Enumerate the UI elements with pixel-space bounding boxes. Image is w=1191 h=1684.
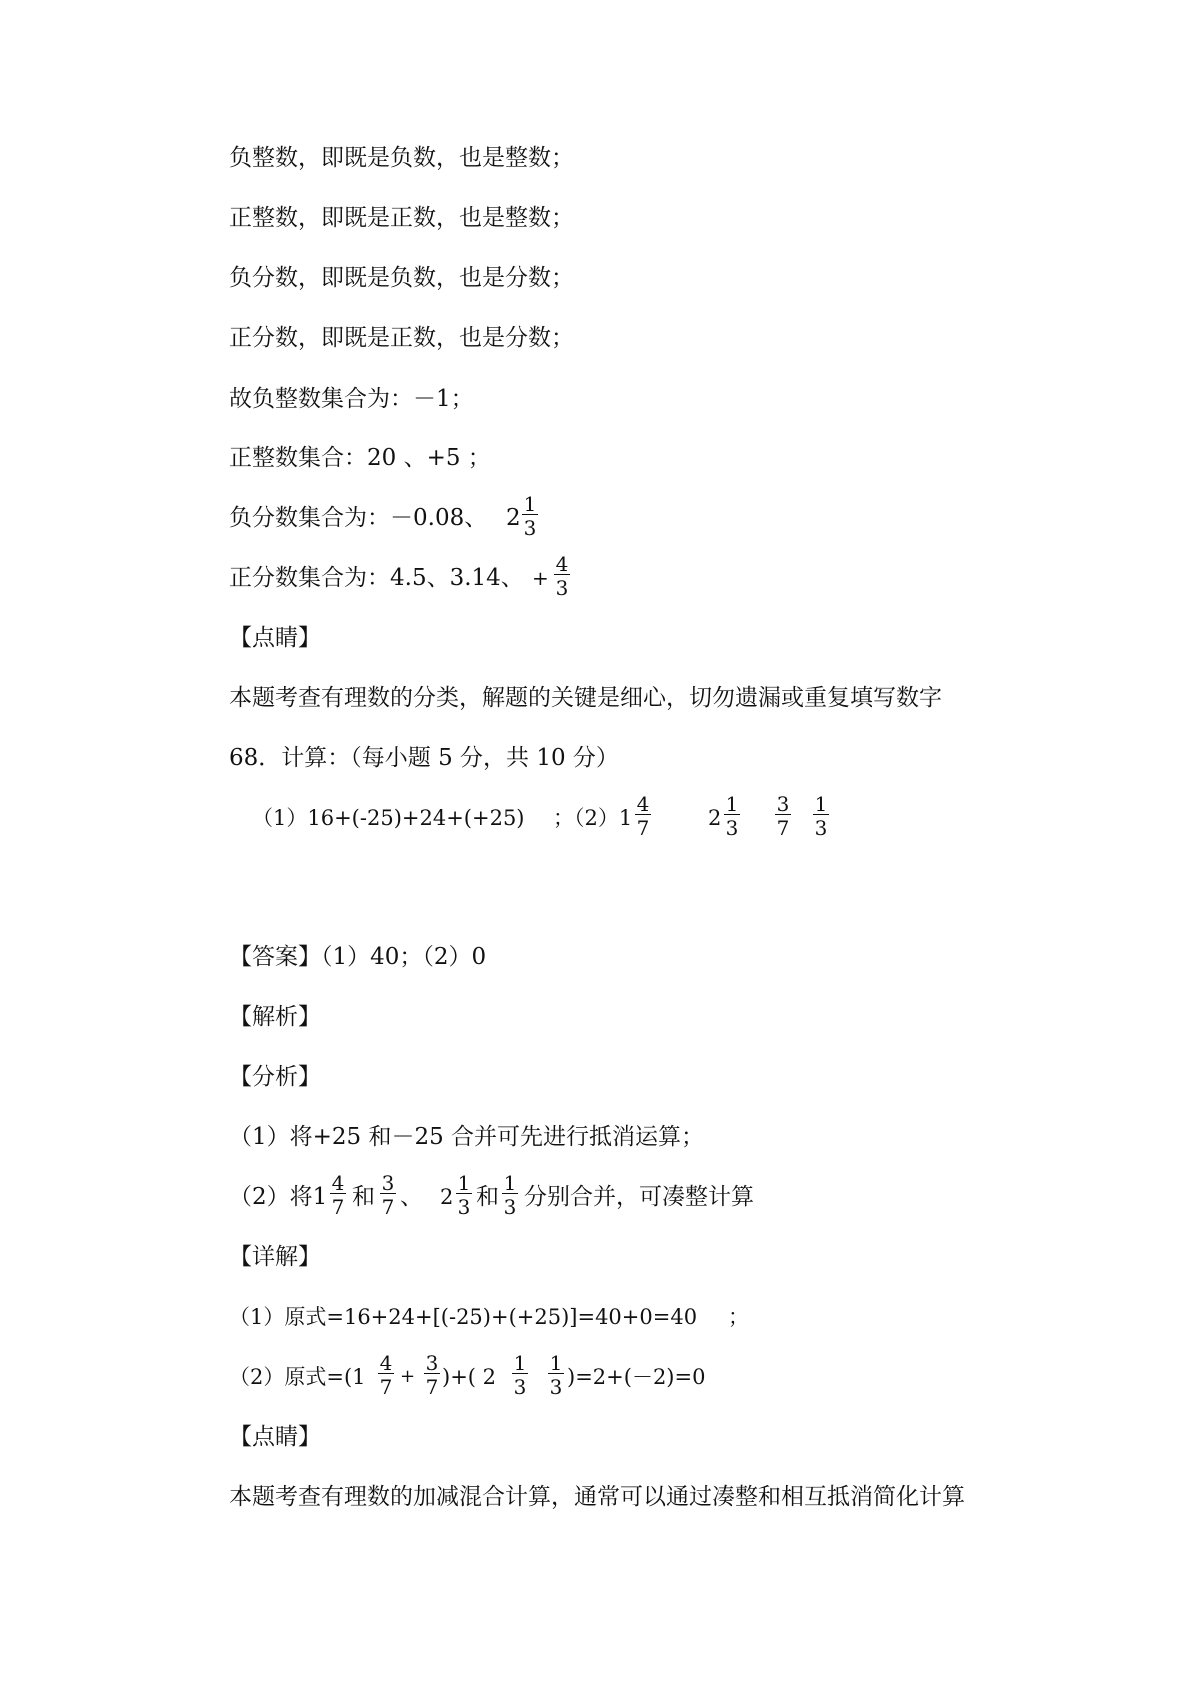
text-line-1: 负整数，即既是负数，也是整数； — [229, 145, 574, 171]
fraction-3-7 — [380, 1173, 396, 1217]
fraction-numerator: 3 — [425, 1351, 439, 1375]
fraction-numerator: 1 — [725, 792, 739, 816]
fraction-denominator: 7 — [331, 1195, 345, 1219]
fraction-numerator: 1 — [513, 1351, 527, 1375]
question-68-part1: （1）16+(-25)+24+(+25) — [252, 806, 525, 830]
fraction-numerator: 1 — [503, 1171, 517, 1195]
mixed-whole: 2 — [708, 806, 722, 830]
fraction-numerator: 3 — [776, 792, 790, 816]
xiangjie-2-end: )=2+(－2)=0 — [567, 1365, 706, 1389]
fraction-denominator: 3 — [513, 1375, 527, 1399]
fraction-numerator: 1 — [549, 1351, 563, 1375]
text-line-6: 正整数集合：20 、+5 ； — [229, 445, 491, 471]
fraction-numerator: 4 — [379, 1351, 393, 1375]
xiangjie-2-start: （2）原式=(1 — [229, 1365, 366, 1389]
fraction-denominator: 3 — [549, 1375, 563, 1399]
fraction-1-3 — [502, 1173, 518, 1217]
section-fenxi: 【分析】 — [229, 1064, 321, 1090]
fraction-1-4-7 — [330, 1173, 346, 1217]
fraction-1-3 — [813, 794, 829, 838]
xiangjie-1: （1）原式=16+24+[(-25)+(+25)]=40+0=40 — [229, 1305, 698, 1329]
fenxi-2-end: 分别合并，可凑整计算 — [524, 1184, 754, 1210]
fraction-2-1-3 — [512, 1353, 528, 1397]
fraction-3-7 — [775, 794, 791, 838]
fraction-numerator: 1 — [457, 1171, 471, 1195]
plus-sign: + — [532, 566, 549, 590]
fraction-numerator: 4 — [331, 1171, 345, 1195]
xiangjie-2-plus: + — [400, 1366, 416, 1387]
fraction-denominator: 3 — [523, 516, 537, 540]
fraction-3-7 — [424, 1353, 440, 1397]
fraction-1-4-7 — [635, 794, 651, 838]
summary-1: 本题考查有理数的分类，解题的关键是细心，切勿遗漏或重复填写数字 — [229, 685, 942, 711]
question-68-part2: ；（2）1 — [553, 806, 633, 830]
fraction-1-3 — [522, 494, 538, 538]
fraction-4-3 — [554, 554, 570, 598]
text-line-5: 故负整数集合为：－1； — [229, 386, 474, 412]
fraction-2-1-3 — [456, 1173, 472, 1217]
fraction-numerator: 3 — [381, 1171, 395, 1195]
fraction-numerator: 1 — [814, 792, 828, 816]
fraction-numerator: 1 — [523, 492, 537, 516]
answer: 【答案】（1）40；（2）0 — [229, 944, 487, 970]
text-line-4: 正分数，即既是正数，也是分数； — [229, 325, 574, 351]
fraction-denominator: 7 — [776, 816, 790, 840]
fraction-denominator: 3 — [555, 576, 569, 600]
fraction-numerator: 4 — [555, 552, 569, 576]
fenxi-2-and-1: 和 — [352, 1184, 375, 1210]
fenxi-2-start: （2）将1 — [229, 1184, 328, 1210]
section-xiangjie: 【详解】 — [229, 1244, 321, 1270]
fraction-1-4-7 — [378, 1353, 394, 1397]
fraction-denominator: 7 — [425, 1375, 439, 1399]
fraction-denominator: 7 — [379, 1375, 393, 1399]
text-line-3: 负分数，即既是负数，也是分数； — [229, 265, 574, 291]
xiangjie-1-end: ； — [728, 1305, 749, 1329]
text-line-8: 正分数集合为：4.5、3.14、 — [229, 565, 524, 591]
text-line-2: 正整数，即既是正数，也是整数； — [229, 205, 574, 231]
fenxi-2-and-2: 和 — [476, 1184, 499, 1210]
section-dianjing-2: 【点睛】 — [229, 1424, 321, 1450]
fraction-denominator: 7 — [381, 1195, 395, 1219]
fraction-denominator: 3 — [457, 1195, 471, 1219]
text-line-7: 负分数集合为：－0.08、 — [229, 505, 488, 531]
mixed-whole: 2 — [440, 1185, 454, 1209]
xiangjie-2-mid: )+( 2 — [442, 1365, 497, 1389]
fraction-1-3 — [548, 1353, 564, 1397]
fraction-denominator: 3 — [814, 816, 828, 840]
fenxi-2-comma: 、 — [400, 1184, 423, 1210]
fraction-denominator: 3 — [725, 816, 739, 840]
fenxi-1: （1）将+25 和－25 合并可先进行抵消运算； — [229, 1124, 705, 1150]
fraction-numerator: 4 — [636, 792, 650, 816]
fraction-denominator: 3 — [503, 1195, 517, 1219]
mixed-whole: 2 — [506, 505, 521, 531]
section-jiexi: 【解析】 — [229, 1004, 321, 1030]
question-68: 68．计算：（每小题 5 分，共 10 分） — [229, 745, 619, 771]
fraction-2-1-3 — [724, 794, 740, 838]
section-dianjing-1: 【点睛】 — [229, 625, 321, 651]
summary-2: 本题考查有理数的加减混合计算，通常可以通过凑整和相互抵消简化计算 — [229, 1484, 965, 1510]
fraction-denominator: 7 — [636, 816, 650, 840]
